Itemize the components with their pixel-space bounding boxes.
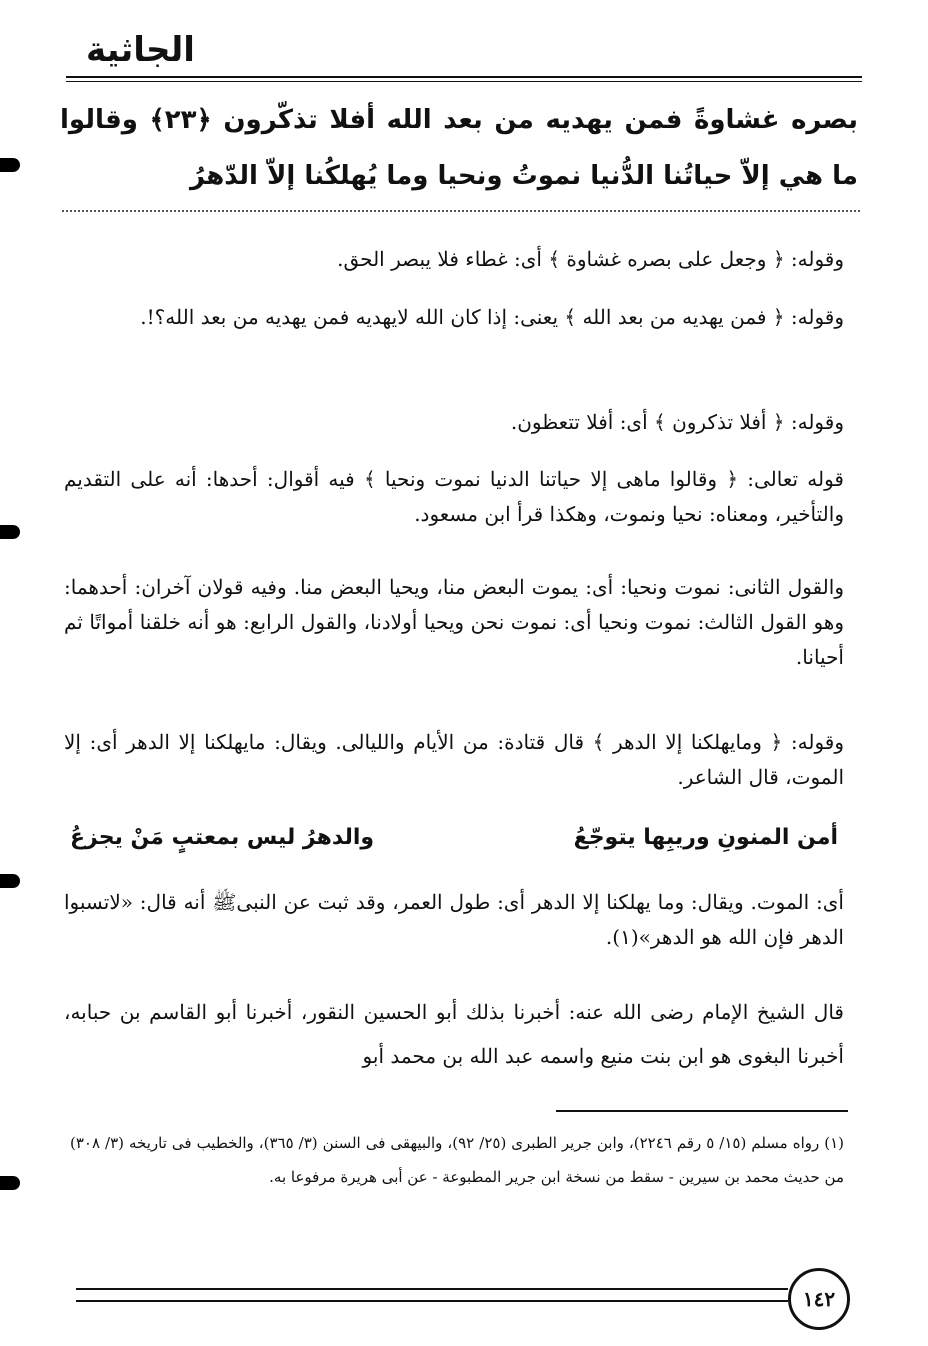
margin-mark <box>0 158 20 172</box>
separator-dotted <box>62 210 860 212</box>
poem-first-hemistich: أمن المنونِ وريبِها يتوجّعُ <box>573 825 838 850</box>
poem-verse <box>70 825 838 850</box>
margin-mark <box>0 874 20 888</box>
header-rule <box>66 76 862 78</box>
commentary-paragraph: قوله تعالى: ﴿ وقالوا ماهى إلا حياتنا الدنيا نموت ونحيا ﴾ فيه أقوال: أحدها: أنه على التقديم والتأخير، ومعناه: نحيا ونموت، وهكذا قرأ ابن مسعود. <box>64 467 844 526</box>
poem-second-hemistich: والدهرُ ليس بمعتبٍ مَنْ يجزعُ <box>70 825 375 850</box>
margin-mark <box>0 1176 20 1190</box>
bottom-rule <box>76 1288 788 1290</box>
footnote: (١) رواه مسلم (١٥/ ٥ رقم ٢٢٤٦)، وابن جرير الطبرى (٢٥/ ٩٢)، والبيهقى فى السنن (٣/ ٣٦٥)، والخطيب فى تاريخه (٣/ ٣٠٨) من حديث محمد بن سيرين - سقط من نسخة ابن جرير المطبوعة - عن أبى هريرة مرفوعا به. <box>70 1134 844 1186</box>
page-number: ١٤٢ <box>788 1268 850 1330</box>
header-rule-secondary <box>66 81 862 82</box>
margin-mark <box>0 525 20 539</box>
surah-title: الجاثية <box>86 30 195 70</box>
quran-verse-text: بصره غشاوةً فمن يهديه من بعد الله أفلا تذكّرون ﴿٢٣﴾ وقالوا ما هي إلاّ حياتُنا الدُّنيا نموتُ ونحيا وما يُهلكُنا إلاّ الدّهرُ <box>60 105 858 191</box>
commentary-paragraph: وقوله: ﴿ وجعل على بصره غشاوة ﴾ أى: غطاء فلا يبصر الحق. <box>337 247 844 271</box>
commentary-paragraph: وقوله: ﴿ أفلا تذكرون ﴾ أى: أفلا تتعظون. <box>510 410 844 434</box>
bottom-rule-secondary <box>76 1300 788 1302</box>
commentary-paragraph: وقوله: ﴿ ومايهلكنا إلا الدهر ﴾ قال قتادة: من الأيام والليالى. ويقال: مايهلكنا إلا الدهر أى: إلا الموت، قال الشاعر. <box>64 730 844 789</box>
commentary-paragraph: والقول الثانى: نموت ونحيا: أى: يموت البعض منا، ويحيا البعض منا. وفيه قولان آخران: أحدهما: وهو القول الثالث: نموت ونحيا أى: نموت نحن ويحيا أولادنا، والقول الرابع: هو أنه خلقنا أمواتًا ثم أحيانا. <box>64 575 844 669</box>
commentary-paragraph: قال الشيخ الإمام رضى الله عنه: أخبرنا بذلك أبو الحسين النقور، أخبرنا أبو القاسم بن حبابه، أخبرنا البغوى هو ابن بنت منيع واسمه عبد الله بن محمد أبو <box>64 1000 844 1068</box>
commentary-paragraph: أى: الموت. ويقال: وما يهلكنا إلا الدهر أى: طول العمر، وقد ثبت عن النبىﷺ أنه قال: «لاتسبوا الدهر فإن الله هو الدهر»(١). <box>64 890 844 949</box>
footnote-rule <box>556 1110 848 1112</box>
commentary-paragraph: وقوله: ﴿ فمن يهديه من بعد الله ﴾ يعنى: إذا كان الله لايهديه فمن يهديه من بعد الله؟!. <box>140 305 844 329</box>
